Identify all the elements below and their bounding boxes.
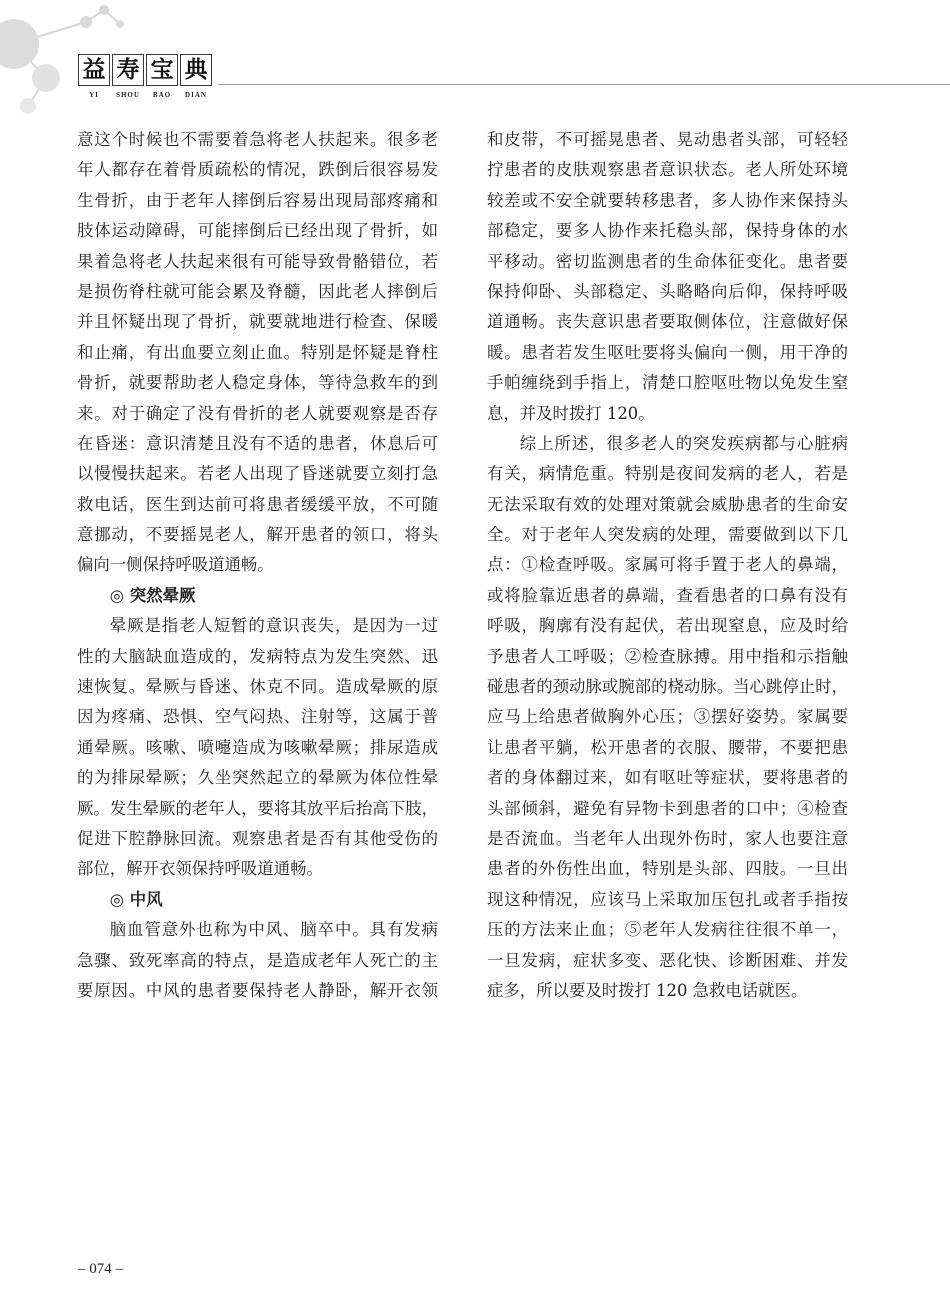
right-text-column [487,125,848,1006]
masthead-char: 益 [78,54,110,86]
text-line: 在昏迷：意识清楚且没有不适的患者，休息后可 [77,433,438,453]
text-line: 碰患者的颈动脉或腕部的桡动脉。当心跳停止时， [487,677,848,697]
text-line: 是否流血。当老年人出现外伤时，家人也要注意 [487,828,848,848]
text-line: 生骨折，由于老年人摔倒后容易出现局部疼痛和 [77,190,438,210]
left-text-column [77,125,438,1006]
text-line: 部稳定，要多人协作来托稳头部，保持身体的水 [487,221,848,241]
text-line: 肢体运动障碍，可能摔倒后已经出现了骨折，如 [77,221,438,241]
text-line: 者的身体翻过来，如有呕吐等症状，要将患者的 [487,768,848,788]
text-line: 予患者人工呼吸；②检查脉搏。用中指和示指触 [487,646,848,666]
text-line: 拧患者的皮肤观察患者意识状态。老人所处环境 [487,160,848,180]
paragraph [77,611,438,885]
text-line: 骨折，就要帮助老人稳定身体，等待急救车的到 [77,373,438,393]
section-heading: ◎ 中风 [109,889,163,909]
text-line: 头部倾斜，避免有异物卡到患者的口中；④检查 [487,798,848,818]
paragraph [487,125,848,429]
text-line: 平移动。密切监测患者的生命体征变化。患者要 [487,251,848,271]
text-line: 呼吸，胸廓有没有起伏，若出现窒息，应及时给 [487,616,848,636]
text-line: 速恢复。晕厥与昏迷、休克不同。造成晕厥的原 [77,677,438,697]
masthead-pinyin: YI [89,91,99,99]
text-line: 无法采取有效的处理对策就会威胁患者的生命安 [487,494,848,514]
text-line: 息，并及时拨打 120。 [487,403,655,423]
text-line: 让患者平躺，松开患者的衣服、腰带，不要把患 [487,737,848,757]
text-line: 应马上给患者做胸外心压；③摆好姿势。家属要 [487,707,848,727]
text-line: 要原因。中风的患者要保持老人静卧，解开衣领 [77,980,438,1000]
masthead-char: 典 [180,54,212,86]
masthead-pinyin: DIAN [185,91,207,99]
masthead-char: 宝 [146,54,178,86]
text-line: 有关，病情危重。特别是夜间发病的老人，若是 [487,464,848,484]
text-line: 救电话，医生到达前可将患者缓缓平放，不可随 [77,494,438,514]
text-line: 部位，解开衣领保持呼吸道通畅。 [77,859,323,879]
text-line: 以慢慢扶起来。若老人出现了昏迷就要立刻打急 [77,464,438,484]
text-line: 脑血管意外也称为中风、脑卒中。具有发病 [109,920,438,940]
text-line: 急骤、致死率高的特点，是造成老年人死亡的主 [77,950,438,970]
text-line: 较差或不安全就要转移患者，多人协作来保持头 [487,190,848,210]
text-line: 意这个时候也不需要着急将老人扶起来。很多老 [77,130,438,149]
text-line: 全。对于老年人突发病的处理，需要做到以下几 [487,525,848,545]
text-line: 来。对于确定了没有骨折的老人就要观察是否存 [77,403,438,423]
text-line: 和止痛，有出血要立刻止血。特别是怀疑是脊柱 [77,342,438,362]
masthead-pinyin: BAO [152,91,172,99]
text-line: 果着急将老人扶起来很有可能导致骨骼错位，若 [77,251,438,271]
text-line: 是损伤脊柱就可能会累及脊髓，因此老人摔倒后 [77,281,438,301]
text-line: 因为疼痛、恐惧、空气闷热、注射等，这属于普 [77,707,438,727]
text-line: 道通畅。丧失意识患者要取侧体位，注意做好保 [487,312,848,332]
text-line: 手帕缠绕到手指上，清楚口腔呕吐物以免发生窒 [487,373,848,393]
text-line: 偏向一侧保持呼吸道通畅。 [77,555,274,575]
text-line: 晕厥是指老人短暂的意识丧失，是因为一过 [109,616,438,636]
text-line: 患者的外伤性出血，特别是头部、四肢。一旦出 [487,859,848,879]
masthead-char: 寿 [112,54,144,86]
text-line: 一旦发病，症状多变、恶化快、诊断困难、并发 [487,950,848,970]
text-line: 年人都存在着骨质疏松的情况，跌倒后很容易发 [77,160,438,180]
text-line: 保持仰卧、头部稳定、头略略向后仰，保持呼吸 [487,281,848,301]
text-line: 性的大脑缺血造成的，发病特点为发生突然、迅 [77,646,438,666]
page-number: – 074 – [78,1261,123,1277]
text-line: 现这种情况，应该马上采取加压包扎或者手指按 [487,889,848,909]
text-line: 的为排尿晕厥；久坐突然起立的晕厥为体位性晕 [77,768,438,788]
masthead-pinyin: SHOU [116,91,140,99]
text-line: 症多，所以要及时拨打 120 急救电话就医。 [487,980,808,1000]
section-heading: ◎ 突然晕厥 [109,585,196,605]
paragraph [487,429,848,1006]
text-line: 综上所述，很多老人的突发疾病都与心脏病 [519,433,848,453]
header-divider [218,84,950,85]
text-line: 或将脸靠近患者的鼻端，查看患者的口鼻有没有 [487,585,848,605]
text-line: 厥。发生晕厥的老年人，要将其放平后抬高下肢， [77,798,438,818]
text-line: 和皮带，不可摇晃患者、晃动患者头部，可轻轻 [487,130,848,149]
text-line: 通晕厥。咳嗽、喷嚏造成为咳嗽晕厥；排尿造成 [77,737,438,757]
text-line: 意挪动，不要摇晃老人，解开患者的领口，将头 [77,525,438,545]
paragraph [77,915,438,1006]
text-line: 点：①检查呼吸。家属可将手置于老人的鼻端， [487,555,848,575]
text-line: 并且怀疑出现了骨折，就要就地进行检查、保暖 [77,312,438,332]
text-line: 压的方法来止血；⑤老年人发病往往很不单一， [487,920,848,940]
text-line: 促进下腔静脉回流。观察患者是否有其他受伤的 [77,828,438,848]
text-line: 暖。患者若发生呕吐要将头偏向一侧，用干净的 [487,342,848,362]
paragraph [77,125,438,581]
